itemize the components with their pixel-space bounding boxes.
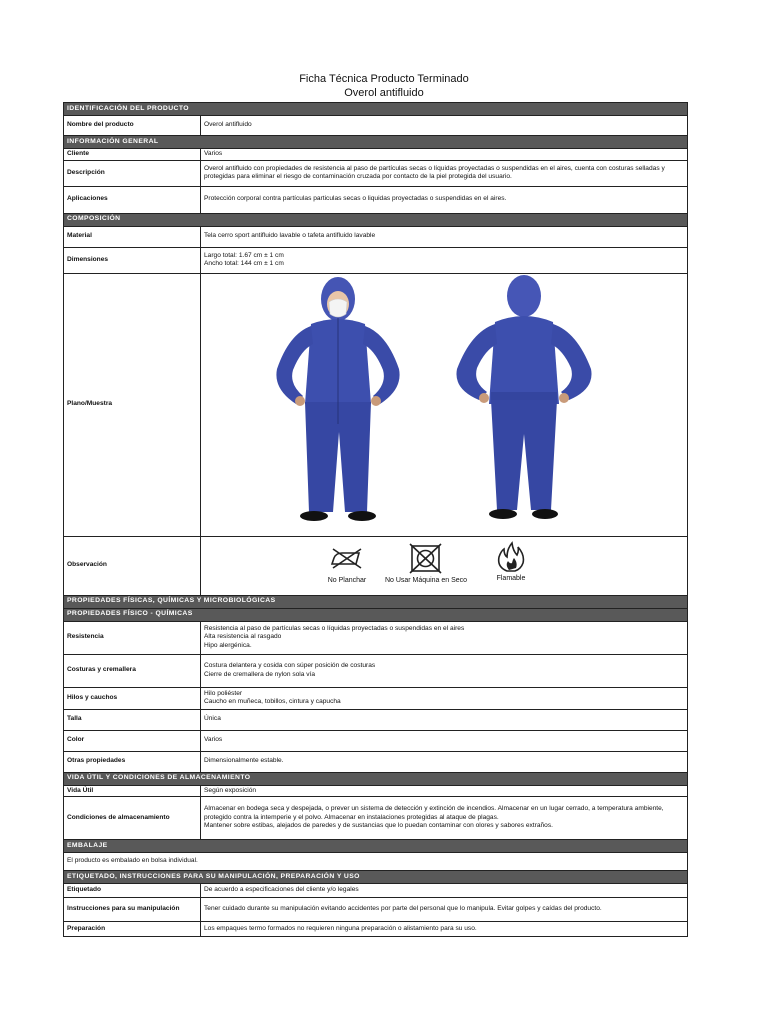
care-label-flammable: Flamable [496, 574, 526, 582]
section-fisico-quimicas [64, 608, 688, 621]
row-descripcion [64, 160, 688, 186]
value-color: Varios [201, 730, 688, 751]
label-vida: Vida Útil [64, 785, 201, 797]
coverall-back-image [456, 275, 591, 519]
no-iron-icon [332, 549, 361, 568]
row-otras [64, 751, 688, 772]
section-title: INFORMACIÓN GENERAL [64, 136, 688, 149]
label-dimensiones: Dimensiones [64, 247, 201, 273]
label-etiquetado: Etiquetado [64, 884, 201, 898]
coverall-front-image [276, 277, 399, 521]
label-aplicaciones: Aplicaciones [64, 186, 201, 213]
cos-line: Cierre de cremallera de nylon sola vía [204, 670, 316, 678]
row-vida [64, 785, 688, 797]
value-condiciones [201, 797, 688, 840]
dim-ancho: Ancho total: 144 cm ± 1 cm [204, 260, 284, 268]
label-color: Color [64, 730, 201, 751]
label-cliente: Cliente [64, 149, 201, 161]
coverall-illustration [201, 274, 687, 536]
section-composicion [64, 213, 688, 226]
row-material [64, 226, 688, 247]
label-resistencia: Resistencia [64, 621, 201, 654]
section-title: IDENTIFICACIÓN DEL PRODUCTO [64, 103, 688, 116]
value-cliente: Varios [201, 149, 688, 161]
label-preparacion: Preparación [64, 922, 201, 937]
row-etiquetado [64, 884, 688, 898]
section-title: PROPIEDADES FÍSICO - QUÍMICAS [64, 608, 688, 621]
row-cliente [64, 149, 688, 161]
section-informacion [64, 136, 688, 149]
hil-line: Hilo poliéster [204, 689, 243, 697]
section-propiedades [64, 595, 688, 608]
row-preparacion [64, 922, 688, 937]
row-condiciones [64, 797, 688, 840]
value-resistencia [201, 621, 688, 654]
value-hilos [201, 687, 688, 709]
section-vida-util [64, 772, 688, 785]
care-symbols [201, 536, 688, 595]
section-title: COMPOSICIÓN [64, 213, 688, 226]
value-preparacion: Los empaques termo formados no requieren ninguna preparación o alistamiento para su uso. [201, 922, 688, 937]
section-title: PROPIEDADES FÍSICAS, QUÍMICAS Y MICROBIOLÓGICAS [64, 595, 688, 608]
label-descripcion: Descripción [64, 160, 201, 186]
row-plano [64, 273, 688, 536]
row-observacion [64, 536, 688, 595]
care-label-no-iron: No Planchar [327, 576, 367, 584]
label-material: Material [64, 226, 201, 247]
res-line: Alta resistencia al rasgado [204, 633, 282, 641]
value-nombre: Overol antifluido [201, 116, 688, 136]
row-nombre [64, 116, 688, 136]
cond-line: Almacenar en bodega seca y despejada, o prever un sistema de detección y extinción de incendios. Almacenar en un lugar cerrado, a temperatura ambiente, protegido contra la intemperie y el polvo. Almacenar en instalaciones protegidas al ataque de plagas. [204, 805, 664, 821]
value-descripcion: Overol antifluido con propiedades de resistencia al paso de partículas secas o líquidas proyectadas o suspendidas en el aires, cuenta con costuras selladas y protegidas para eliminar el riesgo de contaminación cruzada por contacto de la piel protegida del usuario. [201, 160, 688, 186]
row-resistencia [64, 621, 688, 654]
cos-line: Costura delantera y cosida con súper posición de costuras [204, 662, 376, 669]
value-vida: Según exposición [201, 785, 688, 797]
value-etiquetado: De acuerdo a especificaciones del cliente y/o legales [201, 884, 688, 898]
section-etiquetado [64, 871, 688, 884]
section-title: EMBALAJE [64, 840, 688, 853]
label-costuras: Costuras y cremallera [64, 654, 201, 687]
flammable-icon [499, 543, 524, 571]
section-title: ETIQUETADO, INSTRUCCIONES PARA SU MANIPULACIÓN, PREPARACIÓN Y USO [64, 871, 688, 884]
row-hilos [64, 687, 688, 709]
label-hilos: Hilos y cauchos [64, 687, 201, 709]
row-costuras [64, 654, 688, 687]
row-instrucciones [64, 898, 688, 922]
care-label-no-machine: No Usar Máquina en Seco [384, 576, 468, 584]
label-instrucciones: Instrucciones para su manipulación [64, 898, 201, 922]
label-condiciones: Condiciones de almacenamiento [64, 797, 201, 840]
value-instrucciones: Tener cuidado durante su manipulación evitando accidentes por parte del personal que lo manipula. Evitar golpes y caídas del producto. [201, 898, 688, 922]
tech-sheet-table [63, 102, 688, 937]
label-plano: Plano/Muestra [64, 273, 201, 536]
no-machine-dry-icon [410, 544, 441, 573]
document-title [0, 72, 768, 100]
value-aplicaciones: Protección corporal contra partículas particulas secas o liquidas proyectadas o suspendidas en el aires. [201, 186, 688, 213]
section-identificacion [64, 103, 688, 116]
row-aplicaciones [64, 186, 688, 213]
res-line: Resistencia al paso de partículas secas o líquidas proyectadas o suspendidas en el aires [204, 624, 465, 632]
value-material: Tela cerro sport antifluido lavable o tafeta antifluido lavable [201, 226, 688, 247]
value-embalaje: El producto es embalado en bolsa individual. [64, 853, 688, 871]
value-talla: Única [201, 709, 688, 730]
row-color [64, 730, 688, 751]
row-embalaje [64, 853, 688, 871]
title-line: Ficha Técnica Producto Terminado [299, 73, 469, 85]
value-costuras [201, 654, 688, 687]
res-line: Hipo alergénica. [204, 641, 252, 649]
hil-line: Caucho en muñeca, tobillos, cintura y capucha [204, 698, 341, 706]
label-otras: Otras propiedades [64, 751, 201, 772]
value-dimensiones [201, 247, 688, 273]
section-embalaje [64, 840, 688, 853]
cond-line: Mantener sobre estibas, alejados de paredes y de sustancias que lo puedan contaminar con olores y sabores extraños. [204, 822, 553, 830]
dim-largo: Largo total: 1.67 cm ± 1 cm [204, 251, 284, 259]
row-talla [64, 709, 688, 730]
row-dimensiones [64, 247, 688, 273]
label-nombre: Nombre del producto [64, 116, 201, 136]
section-title: VIDA ÚTIL Y CONDICIONES DE ALMACENAMIENTO [64, 772, 688, 785]
label-talla: Talla [64, 709, 201, 730]
label-observacion: Observación [64, 536, 201, 595]
value-otras: Dimensionalmente estable. [201, 751, 688, 772]
coverall-photos [201, 273, 688, 536]
subtitle-line: Overol antifluido [344, 87, 424, 99]
